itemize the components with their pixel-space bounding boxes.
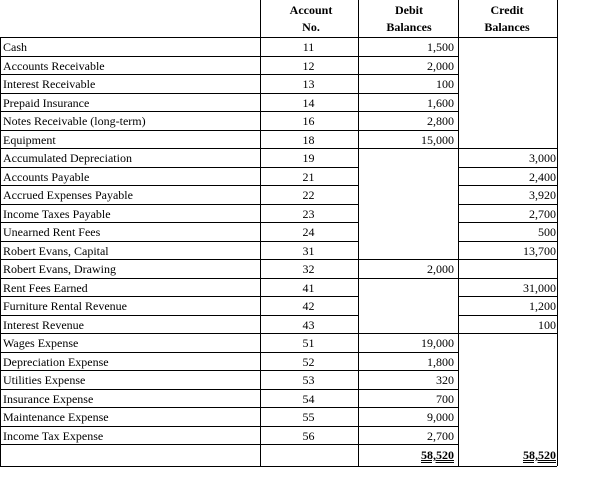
account-name: Unearned Rent Fees [3,225,101,239]
account-name: Wages Expense [3,336,79,350]
account-number: 51 [302,336,315,350]
grid-hline [0,241,260,242]
grid-hline [260,315,358,316]
grid-hline [358,74,458,75]
account-name: Depreciation Expense [3,354,109,369]
grid-hline [0,93,260,94]
header-credit-line2: Balances [484,20,530,34]
debit-value: 700 [436,391,454,406]
account-number: 22 [302,188,315,202]
grid-hline [260,130,358,131]
debit-value: 1,600 [427,95,454,110]
grid-hline [260,204,358,205]
credit-value: 1,200 [529,299,556,313]
debit-value: 9,000 [427,410,454,424]
table-row [0,112,600,130]
grid-hline [458,222,557,223]
grid-hline [260,296,358,297]
account-name: Maintenance Expense [3,410,109,424]
table-row [0,168,600,186]
credit-value: 100 [538,317,556,332]
grid-hline [0,111,260,112]
account-number: 24 [302,225,315,239]
account-number: 55 [302,410,315,424]
grid-hline [458,259,557,260]
header-account-no [262,2,360,36]
header-credit-line1: Credit [490,3,524,17]
account-name: Income Tax Expense [3,428,104,443]
grid-hline [358,370,458,371]
grid-hline [458,185,557,186]
grid-hline [0,185,260,186]
grid-hline [260,241,358,242]
account-number: 32 [302,262,315,276]
account-name: Interest Receivable [3,77,96,91]
account-number: 53 [302,373,315,387]
total-debit: 58,520 [421,448,454,462]
grid-hline [260,444,358,445]
table-row [0,390,600,408]
account-name: Accrued Expenses Payable [3,188,133,202]
grid-vline [358,0,359,466]
account-number: 56 [302,428,315,443]
account-number: 13 [302,77,315,91]
account-name: Accumulated Depreciation [3,151,132,165]
table-row [0,279,600,297]
grid-hline [458,167,557,168]
credit-value: 3,000 [529,151,556,165]
grid-hline [458,333,557,334]
grid-hline [260,148,358,149]
grid-hline [0,130,260,131]
table-row [0,38,600,56]
account-number: 52 [302,354,315,369]
grid-hline [260,185,358,186]
grid-hline [458,278,557,279]
table-row [0,131,600,149]
grid-hline [0,259,260,260]
account-name: Interest Revenue [3,317,84,332]
grid-hline [0,407,260,408]
grid-hline [0,426,260,427]
debit-value: 1,500 [427,40,454,54]
grid-vline [0,37,1,466]
account-name: Robert Evans, Drawing [3,262,116,276]
grid-vline [260,0,261,466]
account-name: Robert Evans, Capital [3,243,109,258]
account-name: Insurance Expense [3,391,94,406]
debit-value: 19,000 [421,336,454,350]
grid-hline [260,370,358,371]
credit-value: 31,000 [523,280,556,295]
table-row [0,353,600,371]
table-row [0,371,600,389]
grid-hline [458,296,557,297]
grid-hline [0,278,260,279]
table-row [0,260,600,278]
grid-hline [260,167,358,168]
account-number: 11 [302,40,315,54]
header-debit-line2: Balances [386,20,432,34]
credit-value: 13,700 [523,243,556,258]
debit-value: 2,000 [427,262,454,276]
grid-hline [0,389,260,390]
grid-hline [458,315,557,316]
table-row [0,94,600,112]
account-name: Rent Fees Earned [3,280,88,295]
debit-value: 100 [436,77,454,91]
account-name: Income Taxes Payable [3,206,111,221]
grid-hline [0,315,260,316]
account-name: Prepaid Insurance [3,95,90,110]
debit-value: 2,700 [427,428,454,443]
grid-hline [358,352,458,353]
debit-value: 1,800 [427,354,454,369]
grid-hline [0,37,557,38]
debit-value: 2,000 [427,58,454,73]
account-name: Equipment [3,132,56,147]
header-credit [458,2,556,36]
totals-row [0,446,600,464]
grid-hline [358,56,458,57]
header-account-no-line1: Account [289,3,333,17]
account-name: Utilities Expense [3,373,86,387]
table-row [0,149,600,167]
grid-hline [358,278,458,279]
account-number: 54 [302,391,315,406]
credit-value: 2,400 [529,169,556,184]
credit-value: 3,920 [529,188,556,202]
grid-hline [0,74,260,75]
account-number: 42 [302,299,315,313]
grid-hline [458,241,557,242]
grid-vline [557,0,558,466]
grid-hline [358,130,458,131]
grid-vline [458,0,459,466]
table-row [0,334,600,352]
grid-hline [260,352,358,353]
account-name: Notes Receivable (long-term) [3,114,146,128]
account-number: 18 [302,132,315,147]
grid-hline [0,352,260,353]
table-row [0,223,600,241]
grid-hline [0,370,260,371]
grid-hline [260,222,358,223]
total-credit: 58,520 [523,448,556,462]
debit-value: 320 [436,373,454,387]
grid-hline [0,222,260,223]
grid-hline [458,204,557,205]
grid-hline [0,167,260,168]
account-name: Furniture Rental Revenue [3,299,127,313]
grid-hline [0,333,260,334]
account-name: Cash [3,40,27,54]
table-row [0,242,600,260]
table-row [0,186,600,204]
grid-hline [358,111,458,112]
credit-value: 500 [538,225,556,239]
table-row [0,408,600,426]
table-row [0,316,600,334]
grid-hline [358,333,458,334]
grid-hline [260,278,358,279]
grid-hline [458,148,557,149]
grid-hline [358,426,458,427]
table-row [0,297,600,315]
table-row [0,205,600,223]
grid-hline [0,444,260,445]
account-name: Accounts Receivable [3,58,105,73]
header-debit-line1: Debit [395,3,423,17]
grid-hline [0,56,260,57]
grid-hline [0,148,260,149]
grid-hline [260,259,358,260]
grid-hline [260,333,358,334]
table-row [0,427,600,445]
grid-hline [358,259,458,260]
grid-hline [358,389,458,390]
account-number: 41 [302,280,315,295]
header-debit [360,2,458,36]
grid-hline [260,74,358,75]
account-number: 43 [302,317,315,332]
account-number: 19 [302,151,315,165]
account-number: 12 [302,58,315,73]
grid-hline [260,111,358,112]
account-number: 14 [302,95,315,110]
account-number: 23 [302,206,315,221]
grid-hline [260,56,358,57]
grid-hline [260,426,358,427]
account-number: 31 [302,243,315,258]
table-row [0,75,600,93]
grid-hline [358,407,458,408]
grid-hline [0,296,260,297]
grid-hline [358,148,458,149]
grid-hline [260,389,358,390]
grid-hline [0,466,557,467]
grid-hline [358,93,458,94]
account-number: 16 [302,114,315,128]
credit-value: 2,700 [529,206,556,221]
grid-hline [358,444,458,445]
grid-hline [260,407,358,408]
header-account-no-line2: No. [302,20,320,34]
debit-value: 2,800 [427,114,454,128]
grid-hline [260,93,358,94]
debit-value: 15,000 [421,132,454,147]
grid-hline [0,204,260,205]
account-number: 21 [302,169,315,184]
table-row [0,57,600,75]
account-name: Accounts Payable [3,169,90,184]
